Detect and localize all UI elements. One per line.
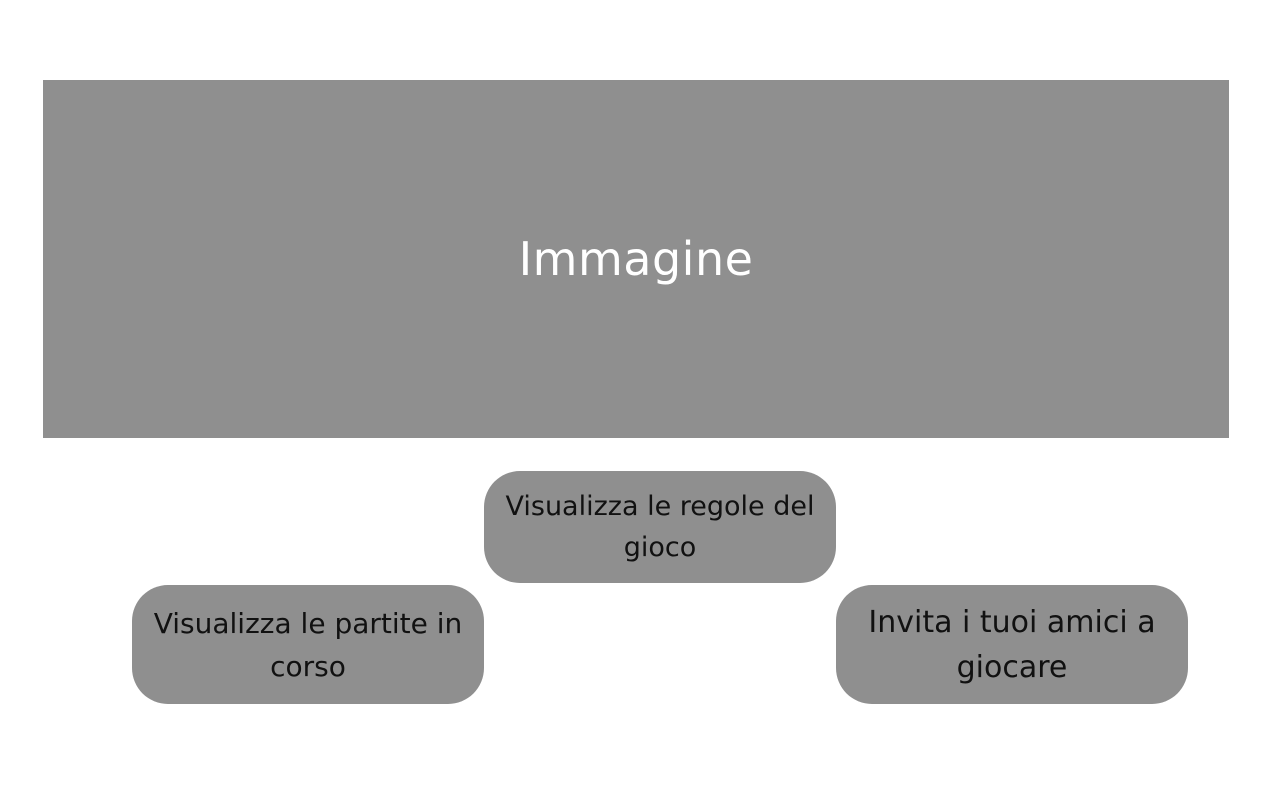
view-rules-button[interactable] (484, 471, 836, 583)
invite-friends-button[interactable] (836, 585, 1188, 704)
view-ongoing-matches-button[interactable] (132, 585, 484, 704)
hero-image-placeholder (43, 80, 1229, 438)
view-ongoing-matches-label: Visualizza le partite in corso (153, 606, 463, 683)
hero-image-label: Immagine (518, 232, 754, 286)
view-rules-label: Visualizza le regole del gioco (505, 491, 815, 563)
invite-friends-label: Invita i tuoi amici a giocare (868, 604, 1156, 685)
